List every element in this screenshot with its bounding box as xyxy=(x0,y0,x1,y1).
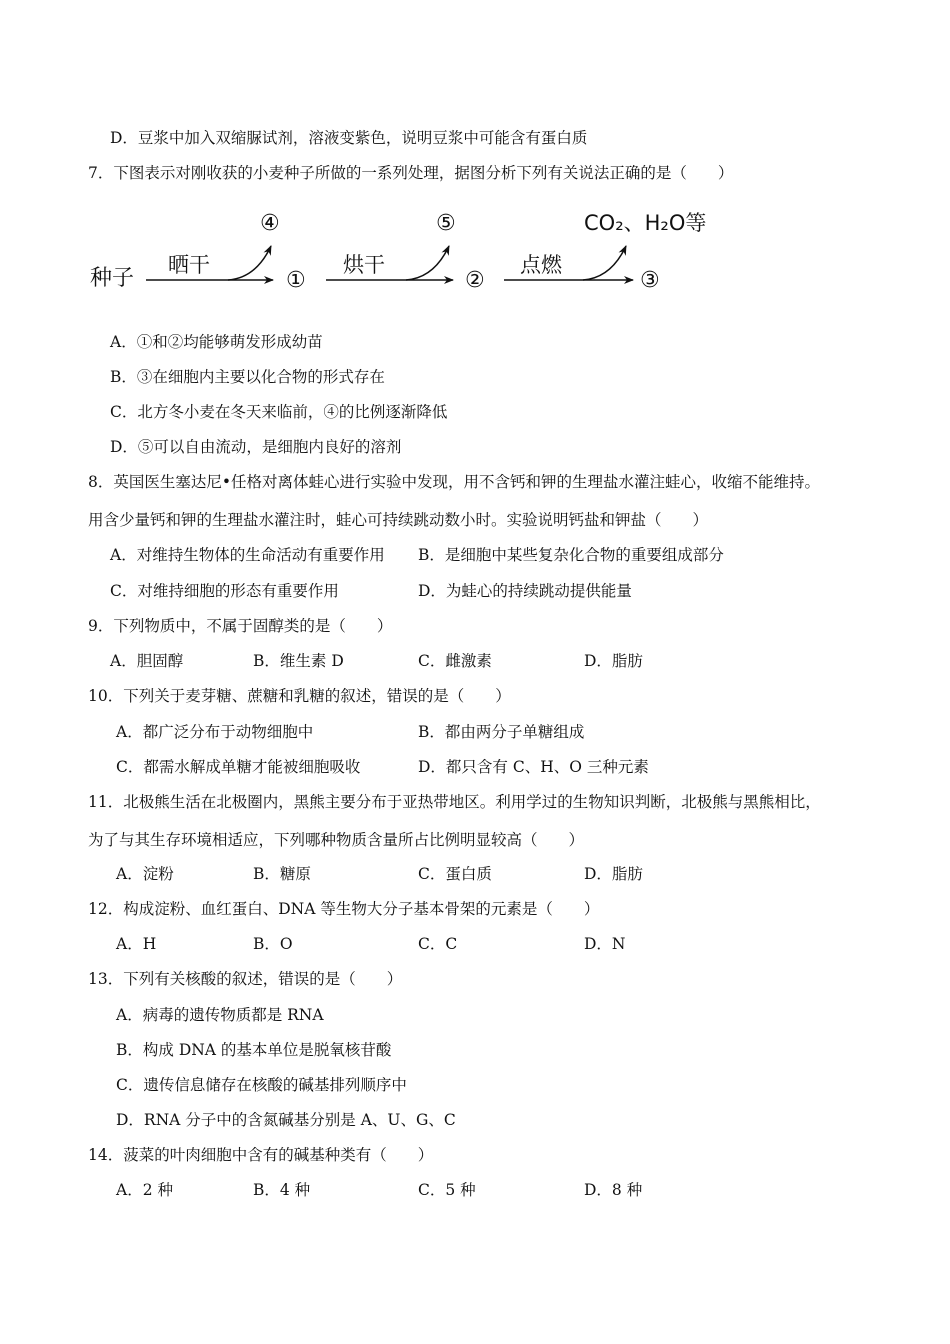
q10-option-a: A．都广泛分布于动物细胞中 xyxy=(116,723,314,741)
q11-option-d: D．脂肪 xyxy=(584,865,643,883)
diagram-circle-3: ③ xyxy=(640,268,660,293)
branch-arrow-5 xyxy=(406,246,449,280)
q10-stem: 10．下列关于麦芽糖、蔗糖和乳糖的叙述，错误的是（ ） xyxy=(88,687,511,705)
q7-stem: 7．下图表示对刚收获的小麦种子所做的一系列处理，据图分析下列有关说法正确的是（ ） xyxy=(88,164,734,182)
branch-arrow-4 xyxy=(228,246,271,280)
diagram-circle-1: ① xyxy=(286,268,306,293)
q12-option-b: B．O xyxy=(253,935,293,953)
q12-option-c: C．C xyxy=(418,935,458,953)
q13-stem: 13．下列有关核酸的叙述，错误的是（ ） xyxy=(88,970,403,988)
diagram-burn-label: 点燃 xyxy=(520,253,562,277)
q14-option-c: C．5 种 xyxy=(418,1181,476,1199)
q11-stem-line1: 11．北极熊生活在北极圈内，黑熊主要分布于亚热带地区。利用学过的生物知识判断，北极熊与黑熊相比， xyxy=(88,793,821,811)
q10-option-d: D．都只含有 C、H、O 三种元素 xyxy=(418,758,649,776)
q6-option-d: D．豆浆中加入双缩脲试剂，溶液变紫色，说明豆浆中可能含有蛋白质 xyxy=(110,129,588,147)
q8-option-a: A．对维持生物体的生命活动有重要作用 xyxy=(110,546,385,564)
q10-option-c: C．都需水解成单糖才能被细胞吸收 xyxy=(116,758,361,776)
q9-option-c: C．雌激素 xyxy=(418,652,492,670)
q13-option-b: B．构成 DNA 的基本单位是脱氧核苷酸 xyxy=(116,1041,392,1059)
q13-option-d: D．RNA 分子中的含氮碱基分别是 A、U、G、C xyxy=(116,1111,456,1129)
q7-option-d: D．⑤可以自由流动，是细胞内良好的溶剂 xyxy=(110,438,402,456)
q10-option-b: B．都由两分子单糖组成 xyxy=(418,723,585,741)
q14-option-d: D．8 种 xyxy=(584,1181,643,1199)
q12-option-d: D．N xyxy=(584,935,626,953)
q12-stem: 12．构成淀粉、血红蛋白、DNA 等生物大分子基本骨架的元素是（ ） xyxy=(88,900,600,918)
q8-stem-line2: 用含少量钙和钾的生理盐水灌注时，蛙心可持续跳动数小时。实验说明钙盐和钾盐（ ） xyxy=(88,511,709,529)
diagram-sun-dry-label: 晒干 xyxy=(168,253,210,277)
diagram-circle-4: ④ xyxy=(260,211,280,236)
q9-option-a: A．胆固醇 xyxy=(110,652,184,670)
diagram-products: CO₂、H₂O等 xyxy=(584,211,707,235)
q11-stem-line2: 为了与其生存环境相适应，下列哪种物质含量所占比例明显较高（ ） xyxy=(88,831,585,849)
q7-option-a: A．①和②均能够萌发形成幼苗 xyxy=(110,333,323,351)
diagram-seed-label: 种子 xyxy=(90,266,135,291)
q7-diagram xyxy=(88,200,708,300)
q7-option-c: C．北方冬小麦在冬天来临前，④的比例逐渐降低 xyxy=(110,403,448,421)
q11-option-a: A．淀粉 xyxy=(116,865,174,883)
q11-option-b: B．糖原 xyxy=(253,865,311,883)
q12-option-a: A．H xyxy=(116,935,157,953)
branch-arrow-products xyxy=(583,246,626,280)
diagram-oven-dry-label: 烘干 xyxy=(343,253,385,277)
q9-option-d: D．脂肪 xyxy=(584,652,643,670)
q14-option-a: A．2 种 xyxy=(116,1181,173,1199)
q9-option-b: B．维生素 D xyxy=(253,652,344,670)
q8-option-c: C．对维持细胞的形态有重要作用 xyxy=(110,582,339,600)
q14-stem: 14．菠菜的叶肉细胞中含有的碱基种类有（ ） xyxy=(88,1146,434,1164)
q11-option-c: C．蛋白质 xyxy=(418,865,492,883)
diagram-circle-5: ⑤ xyxy=(436,211,456,236)
q8-option-d: D．为蛙心的持续跳动提供能量 xyxy=(418,582,632,600)
q8-stem-line1: 8．英国医生塞达尼•任格对离体蛙心进行实验中发现，用不含钙和钾的生理盐水灌注蛙心，收缩不能维持。 xyxy=(88,473,821,491)
q14-option-b: B．4 种 xyxy=(253,1181,311,1199)
diagram-circle-2: ② xyxy=(465,268,485,293)
q7-option-b: B．③在细胞内主要以化合物的形式存在 xyxy=(110,368,385,386)
q13-option-a: A．病毒的遗传物质都是 RNA xyxy=(116,1006,324,1024)
q13-option-c: C．遗传信息储存在核酸的碱基排列顺序中 xyxy=(116,1076,407,1094)
q9-stem: 9．下列物质中，不属于固醇类的是（ ） xyxy=(88,617,393,635)
q8-option-b: B．是细胞中某些复杂化合物的重要组成部分 xyxy=(418,546,724,564)
